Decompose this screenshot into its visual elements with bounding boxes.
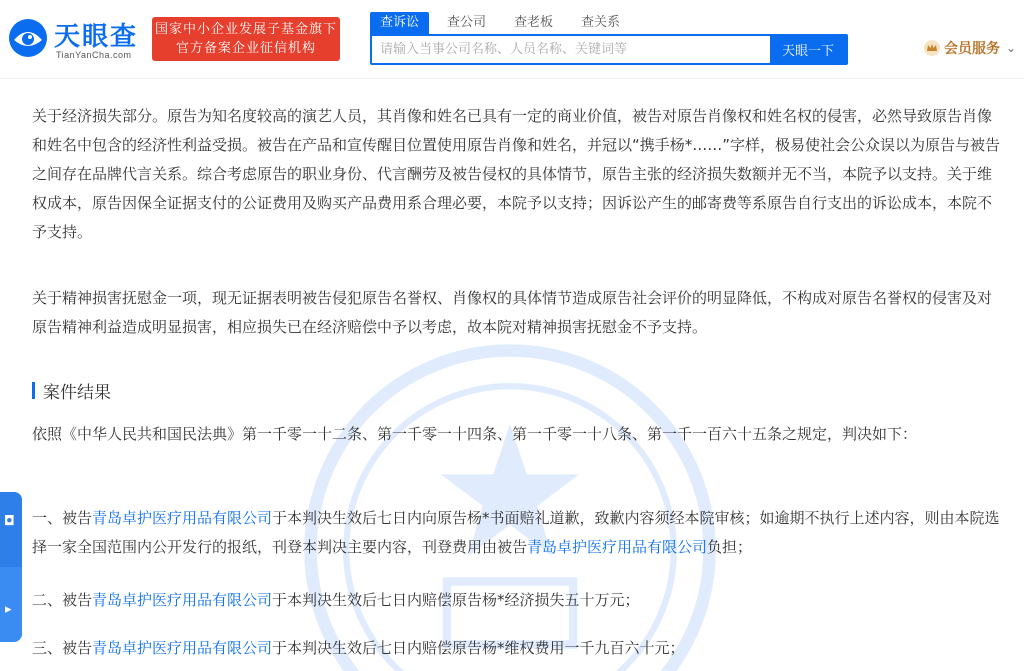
- badge-line-1: 国家中小企业发展子基金旗下: [154, 22, 337, 37]
- member-service-link[interactable]: [924, 38, 1016, 58]
- item3-body: 于本判决生效后七日内赔偿原告杨*维权费用一千九百六十元；: [272, 639, 685, 657]
- logo-domain: TianYanCha.com: [56, 50, 132, 60]
- item1-body: 于本判决生效后七日内向原告杨*书面赔礼道歉，致歉内容须经本院审核；如逾期不执行上述内容，则由本院选择一家全国范围内公开发行的报纸，刊登本判决主要内容，刊登费用由被告: [32, 509, 1000, 556]
- search-tabs: [370, 12, 638, 34]
- eye-logo-icon: [8, 18, 48, 58]
- section-title-text: 案件结果: [43, 383, 111, 403]
- search-input[interactable]: [372, 36, 770, 63]
- paragraph-economic-loss: 关于经济损失部分。原告为知名度较高的演艺人员，其肖像和姓名已具有一定的商业价值，被告对原告肖像权和姓名权的侵害，必然导致原告肖像和姓名中包含的经济性利益受损。被告在产品和宣传醒目位置使用原告肖像和姓名，并冠以“携手杨*……”字样，极易使社会公众误以为原告与被告之间存在品牌代言关系。综合考虑原告的职业身份、代言酬劳及被告侵权的具体情节，原告主张的经济损失数额并无不当，本院予以支持。关于维权成本，原告因保全证据支付的公证费用及购买产品费用系合理必要，本院予以支持；因诉讼产生的邮寄费等系原告自行支出的诉讼成本，本院不予支持。: [32, 107, 1001, 241]
- section-title-bar: [32, 382, 35, 399]
- company-link[interactable]: 青岛卓护医疗用品有限公司: [527, 538, 708, 556]
- company-link[interactable]: 青岛卓护医疗用品有限公司: [92, 509, 273, 527]
- tab-company[interactable]: 查公司: [447, 15, 487, 30]
- app-icon: ▸: [5, 602, 12, 617]
- tab-lawsuit[interactable]: 查诉讼: [370, 12, 429, 34]
- judgment-content: [0, 80, 1024, 671]
- judgment-item-3: [32, 634, 1002, 663]
- member-service-label: 会员服务: [944, 41, 1000, 57]
- floating-widget-top[interactable]: [0, 492, 22, 567]
- company-link[interactable]: 青岛卓护医疗用品有限公司: [92, 639, 273, 657]
- tab-boss[interactable]: 查老板: [514, 15, 554, 30]
- search-button[interactable]: 天眼一下: [770, 36, 846, 63]
- chat-icon: ◘: [4, 514, 15, 529]
- section-title-case-result: [32, 378, 111, 403]
- item1-suffix: 负担；: [707, 538, 753, 556]
- tianyancha-logo[interactable]: [8, 14, 146, 64]
- chevron-down-icon: ⌄: [1006, 41, 1017, 55]
- item2-body: 于本判决生效后七日内赔偿原告杨*经济损失五十万元；: [272, 591, 640, 609]
- search-box: [370, 34, 848, 65]
- floating-side-widget[interactable]: [0, 492, 22, 642]
- item1-prefix: 一、被告: [32, 509, 93, 527]
- paragraph-mental-damage: 关于精神损害抚慰金一项，现无证据表明被告侵犯原告名誉权、肖像权的具体情节造成原告社会评价的明显降低，不构成对原告名誉权的侵害及对原告精神利益造成明显损害，相应损失已在经济赔偿中予以考虑，故本院对精神损害抚慰金不予支持。: [32, 289, 993, 336]
- judgment-item-1: [32, 504, 1002, 562]
- logo-text: 天眼查: [54, 22, 139, 52]
- company-link[interactable]: 青岛卓护医疗用品有限公司: [92, 591, 273, 609]
- paragraph-legal-basis: 依照《中华人民共和国民法典》第一千零一十二条、第一千零一十四条、第一千零一十八条、第一千一百六十五条之规定，判决如下：: [32, 425, 918, 443]
- official-badge: [152, 17, 340, 61]
- top-header: [0, 0, 1024, 79]
- badge-line-2: 官方备案企业征信机构: [175, 41, 316, 56]
- crown-icon: [924, 40, 940, 56]
- item2-prefix: 二、被告: [32, 591, 93, 609]
- item3-prefix: 三、被告: [32, 639, 93, 657]
- tab-relation[interactable]: 查关系: [581, 15, 621, 30]
- judgment-item-2: [32, 586, 1002, 615]
